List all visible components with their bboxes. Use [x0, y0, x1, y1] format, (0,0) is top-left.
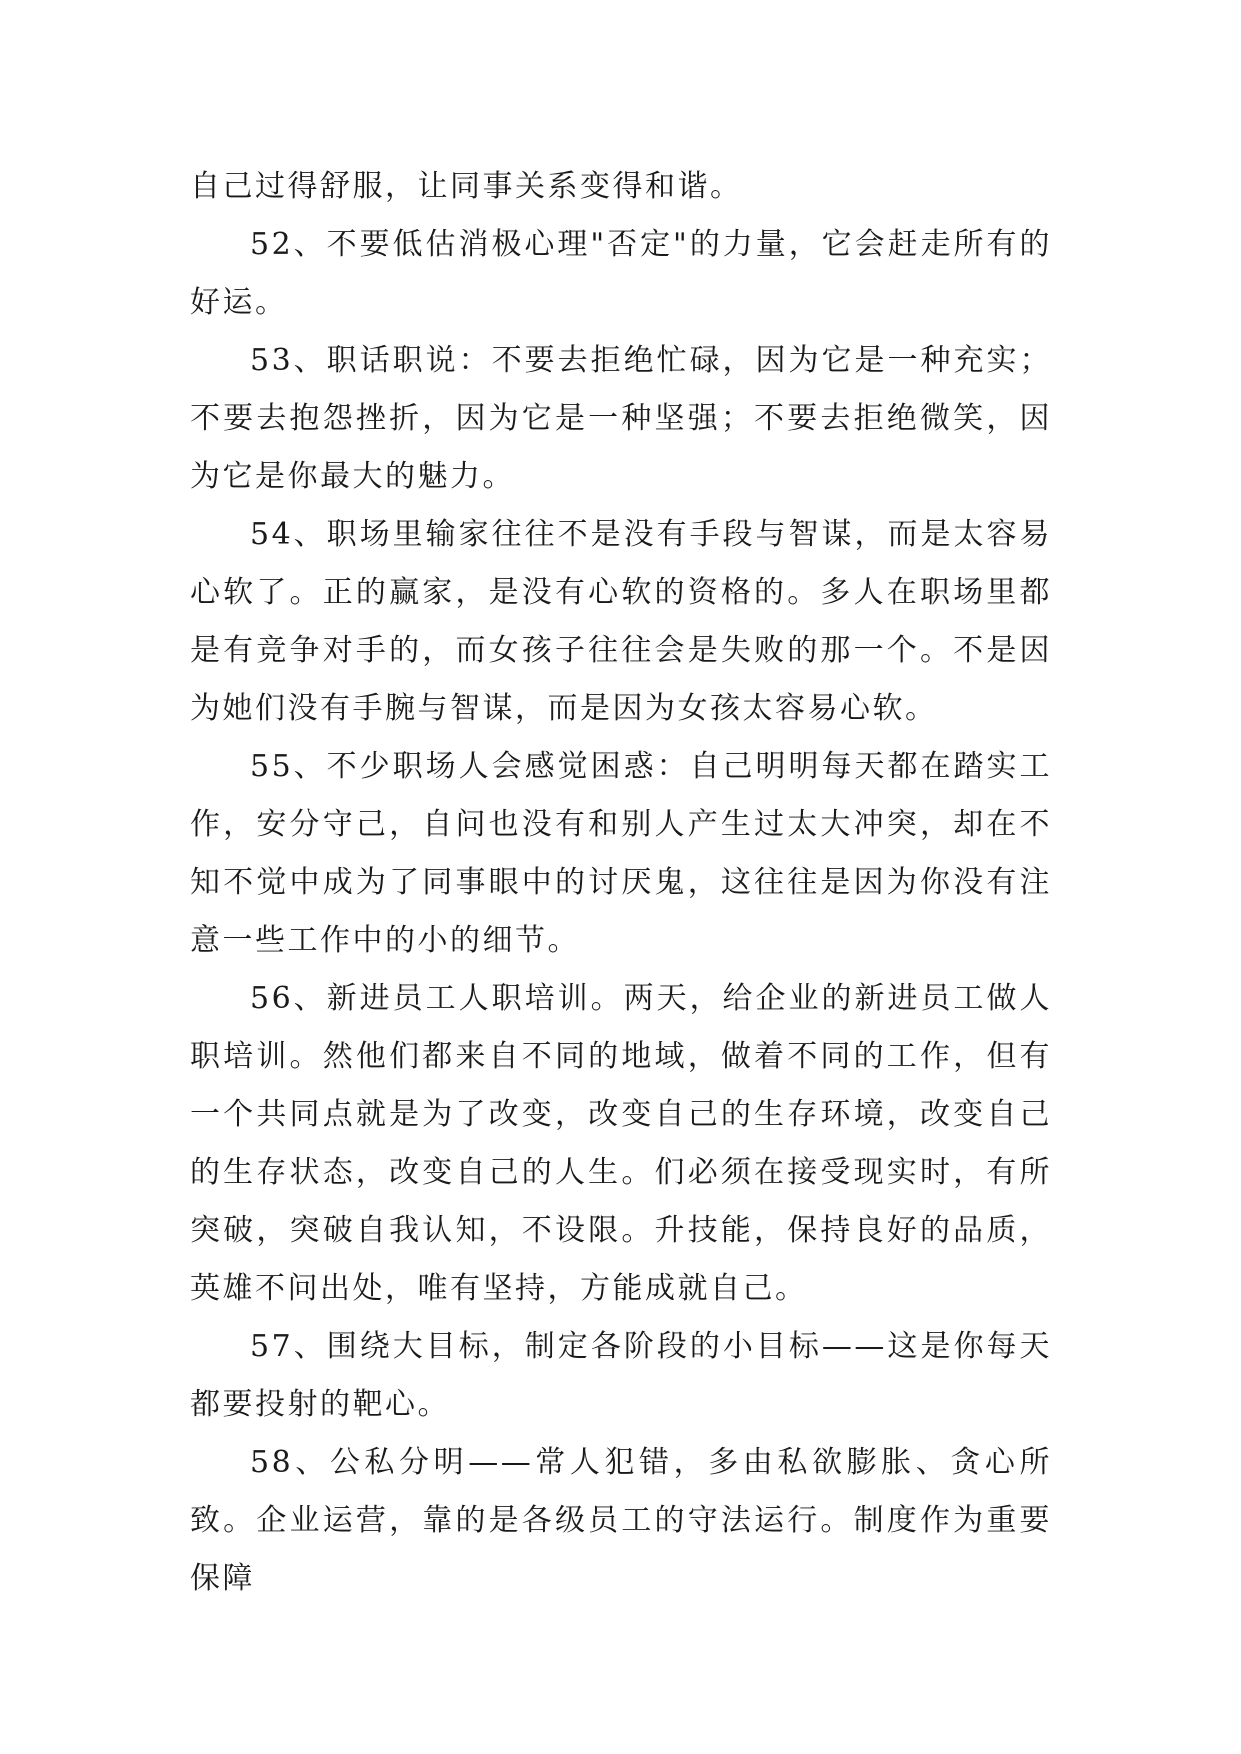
- document-body: [190, 158, 1052, 1608]
- paragraph-53: 53、职话职说：不要去拒绝忙碌，因为它是一种充实；不要去抱怨挫折，因为它是一种坚强；不要去拒绝微笑，因为它是你最大的魅力。: [190, 343, 1052, 494]
- paragraph-51-continuation: 自己过得舒服，让同事关系变得和谐。: [190, 169, 743, 204]
- paragraph-58: 58、公私分明——常人犯错，多由私欲膨胀、贪心所致。企业运营，靠的是各级员工的守法运行。制度作为重要保障: [190, 1445, 1052, 1596]
- paragraph-56: 56、新进员工人职培训。两天，给企业的新进员工做人职培训。然他们都来自不同的地域，做着不同的工作，但有一个共同点就是为了改变，改变自己的生存环境，改变自己的生存状态，改变自己的人生。们必须在接受现实时，有所突破，突破自我认知，不设限。升技能，保持良好的品质，英雄不问出处，唯有坚持，方能成就自己。: [190, 981, 1052, 1306]
- paragraph-55: 55、不少职场人会感觉困惑：自己明明每天都在踏实工作，安分守己，自问也没有和别人产生过太大冲突，却在不知不觉中成为了同事眼中的讨厌鬼，这往往是因为你没有注意一些工作中的小的细节。: [190, 749, 1052, 958]
- paragraph-54: 54、职场里输家往往不是没有手段与智谋，而是太容易心软了。正的赢家，是没有心软的资格的。多人在职场里都是有竞争对手的，而女孩子往往会是失败的那一个。不是因为她们没有手腕与智谋，而是因为女孩太容易心软。: [190, 517, 1052, 726]
- paragraph-52: 52、不要低估消极心理"否定"的力量，它会赶走所有的好运。: [190, 227, 1052, 320]
- paragraph-57: 57、围绕大目标，制定各阶段的小目标——这是你每天都要投射的靶心。: [190, 1329, 1052, 1422]
